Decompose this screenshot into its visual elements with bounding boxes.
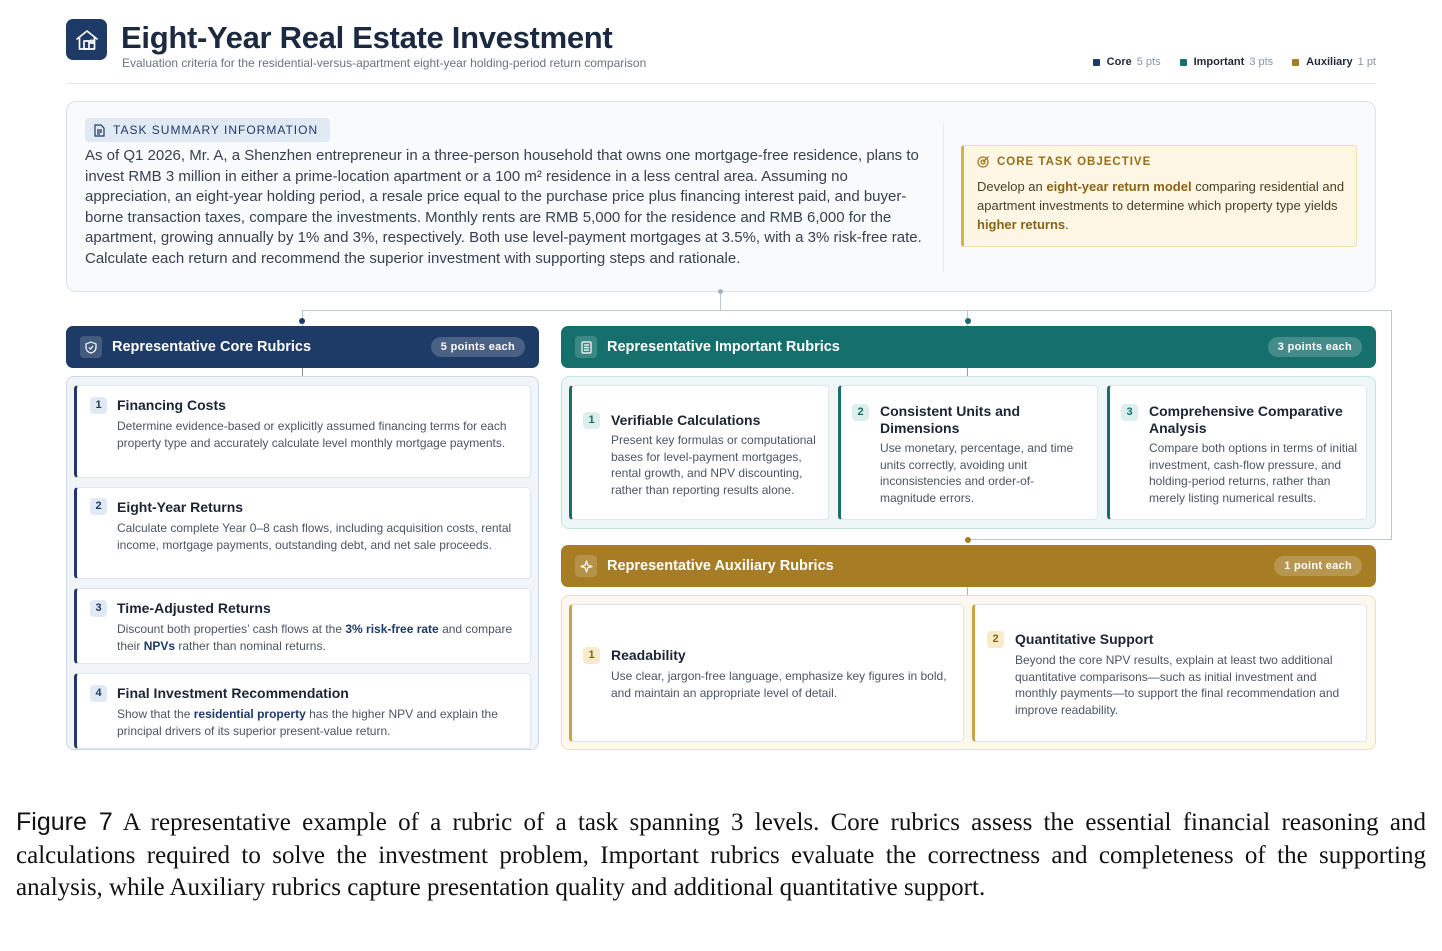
- connector-aux-bridge: [968, 539, 1392, 540]
- target-icon: [977, 155, 990, 168]
- connector-horizontal: [302, 310, 1392, 311]
- connector-dot-important: [965, 318, 971, 324]
- legend-important-points: 3 pts: [1249, 56, 1274, 68]
- core-rubric-card: [74, 588, 531, 664]
- important-rubrics-header: [561, 326, 1376, 368]
- header-divider: [66, 83, 1376, 84]
- rubric-title: Time-Adjusted Returns: [117, 600, 271, 616]
- core-task-objective-label: [977, 155, 1151, 168]
- rubric-description: Calculate complete Year 0–8 cash flows, including acquisition costs, rental income, mortgage payments, outstanding debt, and net sale proceeds.: [117, 521, 512, 552]
- figure-label: Figure 7: [16, 808, 113, 836]
- shield-icon: [80, 336, 102, 358]
- rubric-number: 2: [90, 498, 107, 515]
- highlight-npvs: NPVs: [143, 638, 176, 653]
- rubric-title: Consistent Units and Dimensions: [880, 403, 1021, 436]
- important-points-badge: 3 points each: [1268, 337, 1362, 357]
- rubric-description: Beyond the core NPV results, explain at least two additional quantitative comparisons—such as initial investment and monthly payments—to support the final recommendation and improve readability.: [1015, 653, 1340, 717]
- summary-divider: [943, 124, 944, 272]
- objective-highlight-returns: higher returns: [977, 217, 1066, 232]
- highlight-risk-free-rate: 3% risk-free rate: [345, 622, 439, 636]
- legend-auxiliary-points: 1 pt: [1357, 56, 1376, 68]
- connector-dot-core: [299, 318, 305, 324]
- legend-core-name: Core: [1106, 56, 1132, 68]
- highlight-residential-property: residential property: [193, 707, 306, 721]
- list-document-icon: [575, 336, 597, 358]
- house-logo-icon: [66, 19, 107, 60]
- rubric-title: Financing Costs: [117, 397, 226, 413]
- legend-auxiliary: [1292, 56, 1376, 68]
- core-rubrics-header: [66, 326, 539, 368]
- rubric-title: Verifiable Calculations: [611, 412, 761, 428]
- task-summary-text: As of Q1 2026, Mr. A, a Shenzhen entrepreneur in a three-person household that owns one mortgage-free residence, plans to invest RMB 3 million in either a prime-location apartment or a 100 m² residence in a less central area. Assuming no appreciation, an eight-year holding period, a resale price equal to the purchase price plus financing interest paid, and buyer-borne transaction taxes, compare the investments. Monthly rents are RMB 5,000 for the residence and RMB 6,000 for the apartment, growing annually by 1% and 3%, respectively. Both use level-payment mortgages at 3.5%, with a 3% risk-free rate. Calculate each return and recommend the superior investment with supporting steps and rationale.: [85, 147, 922, 267]
- rubric-number: 4: [90, 685, 107, 702]
- rubric-title: Eight-Year Returns: [117, 499, 244, 515]
- rubric-title: Quantitative Support: [1015, 631, 1154, 647]
- rubric-number: 1: [583, 647, 600, 664]
- legend-auxiliary-name: Auxiliary: [1306, 56, 1353, 68]
- core-task-objective-text: Develop an eight-year return model comparing residential and apartment investments to determine which property type yields higher returns.: [977, 179, 1345, 232]
- legend-core-swatch: [1093, 59, 1100, 66]
- page-subtitle: Evaluation criteria for the residential-versus-apartment eight-year holding-period return comparison: [122, 56, 647, 70]
- document-icon: [94, 124, 105, 137]
- rubric-title: Comprehensive Comparative Analysis: [1149, 403, 1343, 436]
- figure-caption: [16, 806, 1426, 905]
- auxiliary-rubric-card: [569, 604, 964, 742]
- task-summary-label: [85, 118, 330, 142]
- legend-auxiliary-swatch: [1292, 59, 1299, 66]
- rubric-number: 3: [90, 600, 107, 617]
- rubric-number: 1: [583, 412, 600, 429]
- important-rubric-card: [838, 385, 1098, 520]
- sparkle-icon: [575, 555, 597, 577]
- auxiliary-rubric-card: [972, 604, 1367, 742]
- rubric-description: Use clear, jargon-free language, emphasize key figures in bold, and maintain an appropriate level of detail.: [611, 669, 947, 700]
- rubric-description: Compare both options in terms of initial investment, cash-flow pressure, and holding-period returns, rather than merely listing numerical results.: [1149, 441, 1358, 505]
- auxiliary-points-badge: 1 point each: [1274, 556, 1362, 576]
- rubric-description: Determine evidence-based or explicitly assumed financing terms for each property type and accurately calculate level monthly mortgage payments.: [117, 419, 507, 450]
- task-summary-label-text: TASK SUMMARY INFORMATION: [113, 123, 319, 137]
- legend-core-points: 5 pts: [1136, 56, 1161, 68]
- auxiliary-rubrics-header: [561, 545, 1376, 587]
- rubric-description: Show that the residential property has the higher NPV and explain the principal drivers of its superior present-value return.: [117, 707, 498, 738]
- connector-dot-auxiliary: [965, 537, 971, 543]
- important-rubric-card: [569, 385, 829, 520]
- points-legend: [1093, 56, 1376, 68]
- rubric-title: Final Investment Recommendation: [117, 685, 349, 701]
- auxiliary-rubrics-title: Representative Auxiliary Rubrics: [607, 558, 834, 574]
- core-rubric-card: [74, 487, 531, 579]
- objective-highlight-model: eight-year return model: [1046, 179, 1192, 194]
- rubric-number: 2: [987, 631, 1004, 648]
- rubric-number: 3: [1121, 404, 1138, 421]
- rubric-description: Use monetary, percentage, and time units correctly, avoiding unit inconsistencies and order-of-magnitude errors.: [880, 441, 1074, 505]
- connector-right-side: [1391, 310, 1392, 540]
- legend-important: [1180, 56, 1274, 68]
- legend-important-name: Important: [1193, 56, 1245, 68]
- core-points-badge: 5 points each: [431, 337, 525, 357]
- figure-caption-text: A representative example of a rubric of a task spanning 3 levels. Core rubrics assess the essential financial reasoning and calculations required to solve the investment problem, Important rubrics evaluate the correctness and completeness of the supporting analysis, while Auxiliary rubrics capture presentation quality and additional quantitative support.: [16, 809, 1426, 901]
- rubric-number: 2: [852, 404, 869, 421]
- rubric-description: Discount both properties’ cash flows at the 3% risk-free rate and compare their NPVs rather than nominal returns.: [117, 622, 513, 653]
- objective-label-text: CORE TASK OBJECTIVE: [997, 155, 1152, 168]
- core-rubric-card: [74, 673, 531, 749]
- rubric-description: Present key formulas or computational bases for level-payment mortgages, rental growth, and NPV discounting, rather than reporting results alone.: [611, 433, 816, 497]
- core-rubrics-title: Representative Core Rubrics: [112, 339, 312, 355]
- legend-important-swatch: [1180, 59, 1187, 66]
- important-rubric-card: [1107, 385, 1367, 520]
- important-rubrics-title: Representative Important Rubrics: [607, 339, 840, 355]
- page-title: Eight-Year Real Estate Investment: [121, 20, 613, 55]
- rubric-number: 1: [90, 397, 107, 414]
- core-rubric-card: [74, 385, 531, 478]
- rubric-title: Readability: [611, 647, 686, 663]
- legend-core: [1093, 56, 1161, 68]
- connector-dot-top: [718, 289, 723, 294]
